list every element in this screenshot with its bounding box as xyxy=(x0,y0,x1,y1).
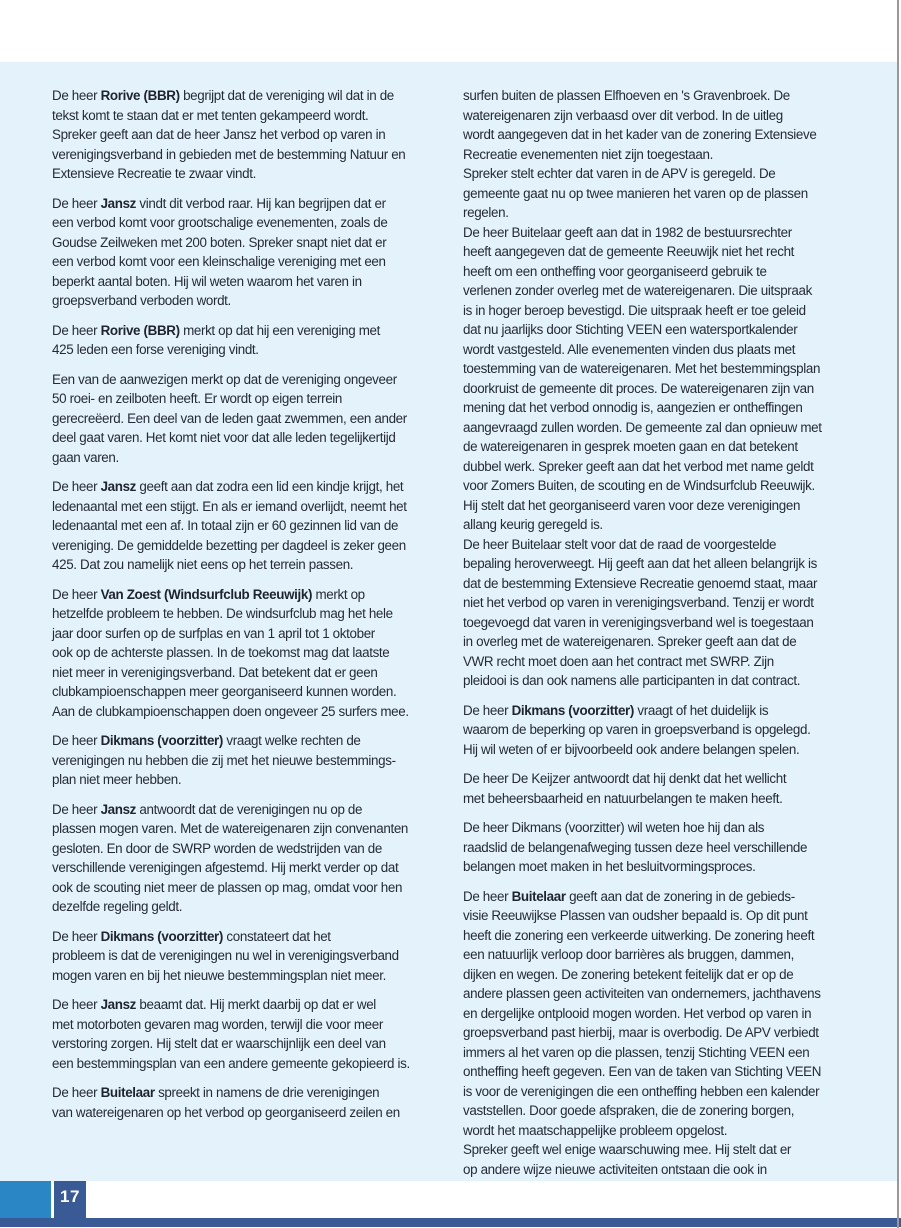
right-text-column xyxy=(463,86,869,1189)
paragraph: De heer Buitelaar geeft aan dat de zonering in de gebieds- visie Reeuwijkse Plassen van oudsher bepaald is. Op dit punt heeft die zonering een verkeerde uitwerking. De zonering heeft een natuurlijk verloop door barrières als bruggen, dammen, dijken en wegen. De zonering betekent feitelijk dat er op de andere plassen geen activiteiten van ondernemers, jachthavens en dergelijke ontplooid mogen worden. Het verbod op varen in groepsverband past hierbij, maar is overbodig. De APV verbiedt immers al het varen op die plassen, tenzij Stichting VEEN een ontheffing heeft gegeven. Een van de taken van Stichting VEEN is voor de verenigingen die een ontheffing hebben een kalender vaststellen. Door goede afspraken, die de zonering borgen, wordt het maatschappelijke probleem opgelost. Spreker geeft wel enige waarschuwing mee. Hij stelt dat er op andere wijze nieuwe activiteiten ontstaan die ook in xyxy=(463,888,822,1177)
footer-accent-square xyxy=(0,1181,51,1218)
page-number: 17 xyxy=(60,1187,80,1206)
paragraph: De heer Rorive (BBR) merkt op dat hij een vereniging met 425 leden een forse vereniging vindt. xyxy=(52,322,380,357)
paragraph: De heer Jansz beaamt dat. Hij merkt daarbij op dat er wel met motorboten gevaren mag worden, terwijl die voor meer verstoring zorgen. Hij stelt dat er waarschijnlijk een deel van een bestemmingsplan van een andere gemeente gekopieerd is. xyxy=(52,997,410,1071)
left-text-column xyxy=(52,86,458,1132)
paragraph: De heer Rorive (BBR) begrijpt dat de vereniging wil dat in de tekst komt te staan dat er met tenten gekampeerd wordt. Spreker geeft aan dat de heer Jansz het verbod op varen in verenigingsverband in gebieden met de bestemming Natuur en Extensieve Recreatie te zwaar vindt. xyxy=(52,88,406,181)
paragraph: De heer Dikmans (voorzitter) constateert dat het probleem is dat de verenigingen nu wel in verenigingsverband mogen varen en bij het nieuwe bestemmingsplan niet meer. xyxy=(52,928,399,983)
paragraph: De heer Jansz geeft aan dat zodra een lid een kindje krijgt, het ledenaantal met een stijgt. En als er iemand overlijdt, neemt het ledenaantal met een af. In totaal zijn er 60 gezinnen lid van de vereniging. De gemiddelde bezetting per dagdeel is zeker geen 425. Dat zou namelijk niet eens op het terrein passen. xyxy=(52,479,407,572)
footer-bar xyxy=(0,1218,901,1227)
paragraph: De heer Buitelaar spreekt in namens de drie verenigingen van watereigenaren op het verbod op georganiseerd zeilen en xyxy=(52,1085,400,1120)
paragraph: Een van de aanwezigen merkt op dat de vereniging ongeveer 50 roei- en zeilboten heeft. Er wordt op eigen terrein gerecreëerd. Een deel van de leden gaat zwemmen, een ander deel gaat varen. Het komt niet voor dat alle leden tegelijkertijd gaan varen. xyxy=(52,371,407,465)
paragraph: De heer Jansz vindt dit verbod raar. Hij kan begrijpen dat er een verbod komt voor grootschalige evenementen, zoals de Goudse Zeilweken met 200 boten. Spreker snapt niet dat er een verbod komt voor een kleinschalige vereniging met een beperkt aantal boten. Hij wil weten waarom het varen in groepsverband verboden wordt. xyxy=(52,195,388,308)
page-number-box xyxy=(54,1181,86,1226)
paragraph: De heer Dikmans (voorzitter) wil weten hoe hij dan als raadslid de belangenafweging tussen deze heel verschillende belangen moet maken in het besluitvormingsproces. xyxy=(463,820,808,874)
page-edge-line xyxy=(897,0,899,1228)
paragraph: De heer De Keijzer antwoordt dat hij denkt dat het wellicht met beheersbaarheid en natuurbelangen te maken heeft. xyxy=(463,771,787,806)
paragraph: De heer Dikmans (voorzitter) vraagt welke rechten de verenigingen nu hebben die zij met het nieuwe bestemmings- plan niet meer hebben. xyxy=(52,733,396,787)
paragraph: De heer Jansz antwoordt dat de verenigingen nu op de plassen mogen varen. Met de watereigenaren zijn convenanten gesloten. En door de SWRP worden de wedstrijden van de verschillende verenigingen afgestemd. Hij merkt verder op dat ook de scouting niet meer de plassen op mag, omdat voor hen dezelfde regeling geldt. xyxy=(52,801,409,914)
paragraph: De heer Dikmans (voorzitter) vraagt of het duidelijk is waarom de beperking op varen in groepsverband is opgelegd. Hij wil weten of er bijvoorbeeld ook andere belangen spelen. xyxy=(463,702,811,757)
paragraph: surfen buiten de plassen Elfhoeven en 's Gravenbroek. De watereigenaren zijn verbaasd over dit verbod. In de uitleg wordt aangegeven dat in het kader van de zonering Extensieve Recreatie evenementen niet zijn toegestaan. Spreker stelt echter dat varen in de APV is geregeld. De gemeente gaat nu op twee manieren het varen op de plassen regelen. De heer Buitelaar geeft aan dat in 1982 de bestuursrechter heeft aangegeven dat de gemeente Reeuwijk niet het recht heeft om een ontheffing voor georganiseerd gebruik te verlenen zonder overleg met de watereigenaren. Die uitspraak is in hoger beroep bevestigd. Die uitspraak heeft er toe geleid dat nu jaarlijks door Stichting VEEN een watersportkalender wordt vastgesteld. Alle evenementen vinden dus plaats met toestemming van de watereigenaren. Met het bestemmingsplan doorkruist de gemeente dit proces. De watereigenaren zijn van mening dat het verbod onnodig is, aangezien er ontheffingen aangevraagd zullen worden. De gemeente zal dan opnieuw met de watereigenaren in gesprek moeten gaan en dat betekent dubbel werk. Spreker geeft aan dat het verbod met name geldt voor Zomers Buiten, de scouting en de Windsurfclub Reeuwijk. Hij stelt dat het georganiseerd varen voor deze verenigingen allang keurig geregeld is. De heer Buitelaar stelt voor dat de raad de voorgestelde bepaling heroverweegt. Hij geeft aan dat het alleen belangrijk is dat de bestemming Extensieve Recreatie genoemd staat, maar niet het verbod op varen in verenigingsverband. Tenzij er wordt toegevoegd dat varen in verenigingsverband wel is toegestaan in overleg met de watereigenaren. Spreker geeft aan dat de VWR recht moet doen aan het contract met SWRP. Zijn pleidooi is dan ook namens alle participanten in dat contract. xyxy=(463,88,822,688)
paragraph: De heer Van Zoest (Windsurfclub Reeuwijk) merkt op hetzelfde probleem te hebben. De windsurfclub mag het hele jaar door surfen op de surfplas en van 1 april tot 1 oktober ook op de achterste plassen. In de toekomst mag dat laatste niet meer in verenigingsverband. Dat betekent dat er geen clubkampioenschappen meer georganiseerd kunnen worden. Aan de clubkampioenschappen doen ongeveer 25 surfers mee. xyxy=(52,586,409,719)
